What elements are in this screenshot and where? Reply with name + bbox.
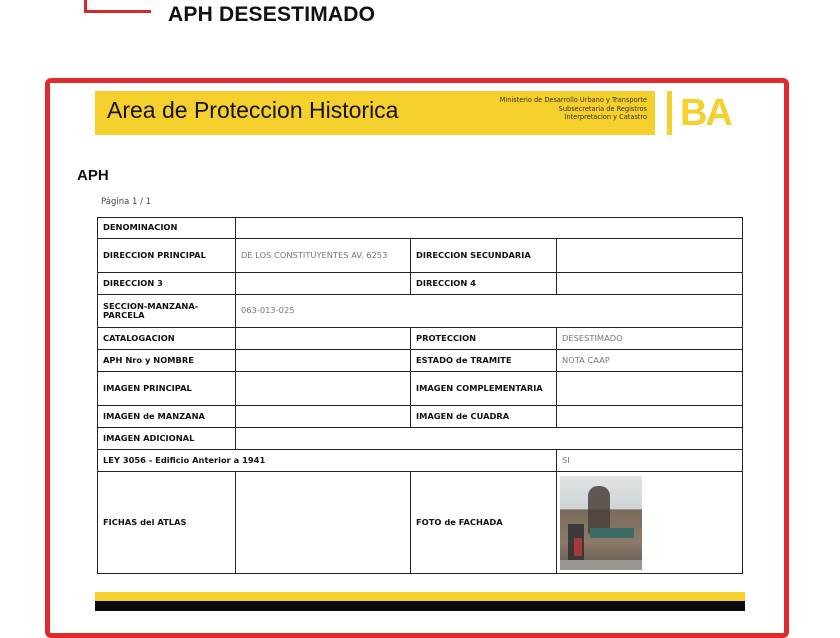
cell-label: IMAGEN COMPLEMENTARIA [411,372,557,406]
table-row [98,372,743,406]
cell-value [236,350,411,372]
footer-stripe-black [95,601,745,611]
cell-label: IMAGEN PRINCIPAL [98,372,236,406]
photo-tree [588,486,610,534]
cell-label: IMAGEN de MANZANA [98,406,236,428]
photo-awning [590,528,634,538]
cell-value [236,328,411,350]
photo-sign [574,538,582,556]
cell-value [236,273,411,295]
page-number: Página 1 / 1 [101,197,152,207]
cell-label: DIRECCION 4 [411,273,557,295]
facade-photo[interactable] [560,476,642,570]
table-row [98,406,743,428]
footer-stripe-yellow [95,592,745,601]
table-row [98,295,743,328]
table-row [98,350,743,372]
ba-logo: BA [680,92,731,134]
red-bracket-decoration [84,0,151,13]
aph-record-table [97,217,743,574]
cell-label: DIRECCION SECUNDARIA [411,239,557,273]
cell-label: FOTO de FACHADA [411,472,557,574]
table-row [98,328,743,350]
cell-value [557,239,743,273]
cell-value: NOTA CAAP [557,350,743,372]
cell-value [236,218,743,239]
ministry-line: Ministerio de Desarrollo Urbano y Transporte [499,96,647,104]
banner-title: Area de Proteccion Historica [107,97,399,123]
ministry-line: Interpretacion y Catastro [564,113,647,121]
cell-label: FICHAS del ATLAS [98,472,236,574]
cell-label: DIRECCION PRINCIPAL [98,239,236,273]
section-heading: APH [77,167,109,184]
table-row [98,428,743,450]
cell-value [557,273,743,295]
cell-value: SI [557,450,743,472]
ministry-text [500,96,647,122]
cell-label: IMAGEN ADICIONAL [98,428,236,450]
cell-value: DESESTIMADO [557,328,743,350]
table-row [98,273,743,295]
table-row [98,472,743,574]
photo-street [560,560,642,570]
cell-label: PROTECCION [411,328,557,350]
cell-label: APH Nro y NOMBRE [98,350,236,372]
table-row [98,239,743,273]
cell-label: ESTADO de TRAMITE [411,350,557,372]
cell-value: DE LOS CONSTITUYENTES AV. 6253 [236,239,411,273]
cell-value [557,406,743,428]
aph-banner [95,91,655,135]
cell-label: CATALOGACION [98,328,236,350]
table-row [98,450,743,472]
cell-value [236,428,743,450]
cell-label: DENOMINACION [98,218,236,239]
headline: APH DESESTIMADO [168,3,376,26]
cell-value [557,372,743,406]
cell-label: SECCION-MANZANA-PARCELA [98,295,236,328]
cell-label: DIRECCION 3 [98,273,236,295]
ministry-line: Subsecretaria de Registros [558,104,647,113]
banner-divider [667,91,672,135]
cell-value [236,472,411,574]
cell-value [236,372,411,406]
table-row [98,218,743,239]
cell-label: IMAGEN de CUADRA [411,406,557,428]
cell-value [236,406,411,428]
cell-label: LEY 3056 - Edificio Anterior a 1941 [98,450,557,472]
cell-value: 063-013-025 [236,295,743,328]
facade-photo-cell [557,472,743,574]
